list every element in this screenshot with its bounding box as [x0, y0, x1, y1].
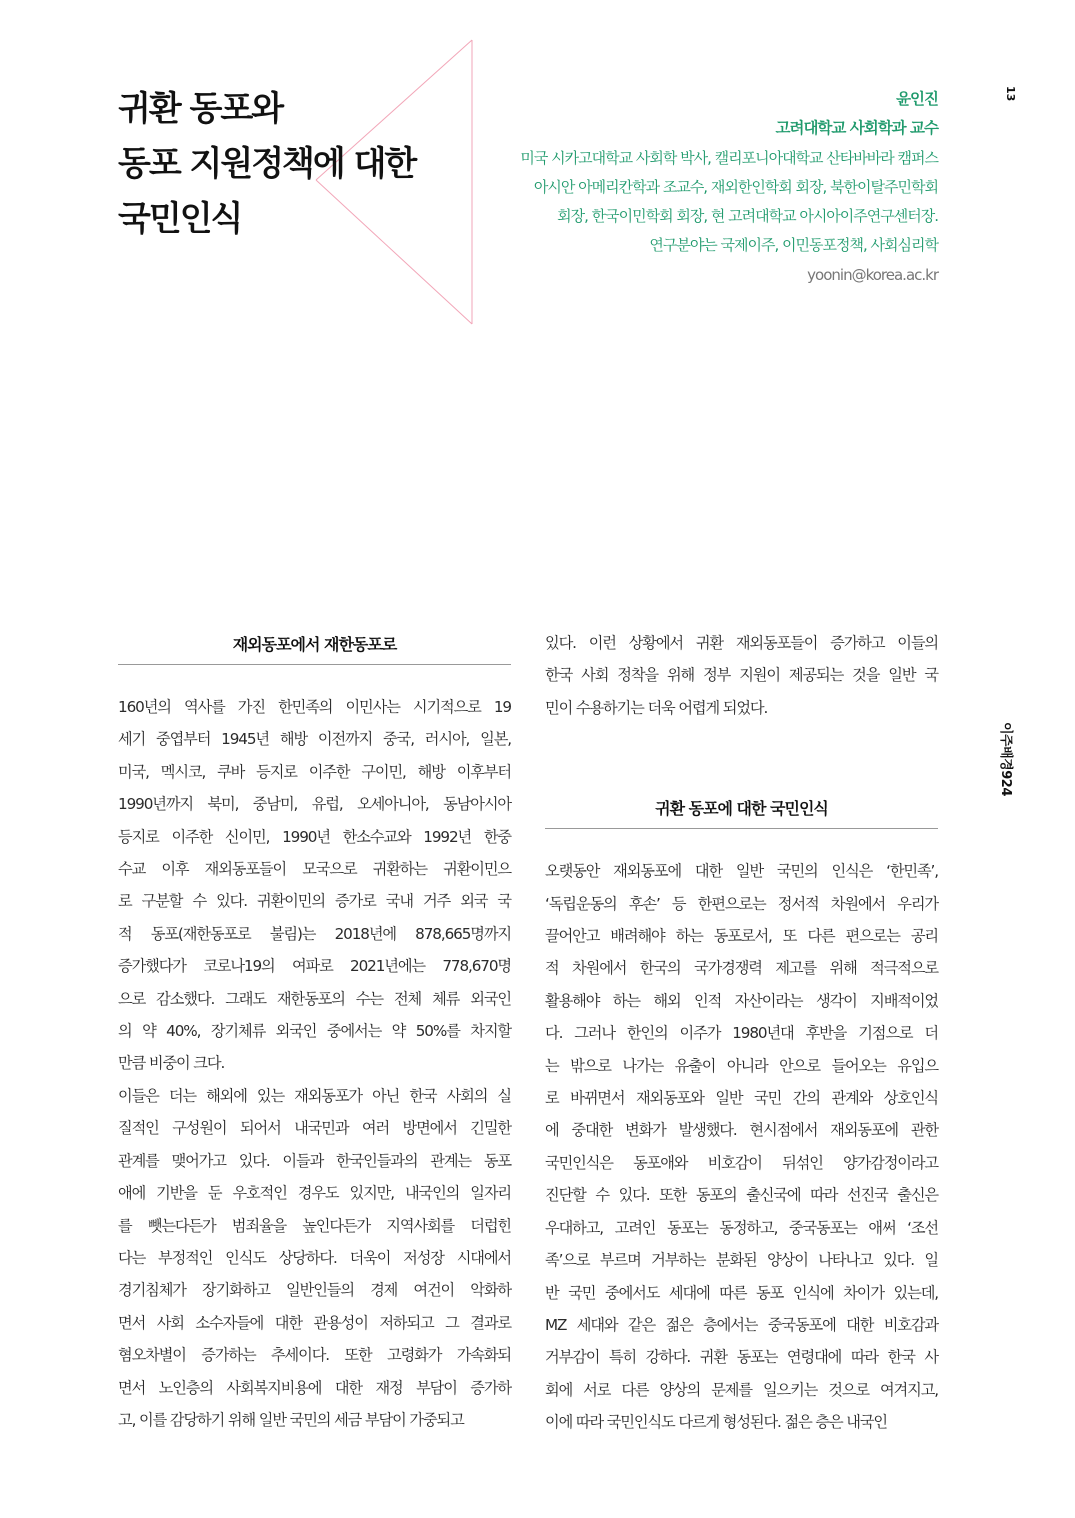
section-heading: 재외동포에서 재한동포로 [118, 632, 511, 665]
author-info [478, 85, 938, 290]
text-line: 적 동포(재한동포로 불림)는 2018년에 878,665명까지 [118, 924, 511, 943]
text-line: 미국, 멕시코, 쿠바 등지로 이주한 구이민, 해방 이후부터 [118, 762, 511, 781]
text-line: 거부감이 특히 강하다. 귀환 동포는 연령대에 따라 한국 사 [545, 1348, 938, 1367]
text-line: 활용해야 하는 해외 인적 자산이라는 생각이 지배적이었 [545, 991, 938, 1010]
page-number: 13 [1004, 86, 1017, 102]
text-line: 끌어안고 배려해야 하는 동포로서, 또 다른 편으로는 공리 [545, 927, 938, 946]
text-line: 160년의 역사를 가진 한민족의 이민사는 시기적으로 19 [118, 698, 511, 716]
text-line: 진단할 수 있다. 또한 동포의 출신국에 따라 선진국 출신은 [545, 1186, 938, 1205]
text-line: 고, 이를 감당하기 위해 일반 국민의 세금 부담이 가중되고 [118, 1410, 464, 1429]
text-line: 적 차원에서 한국의 국가경쟁력 제고를 위해 적극적으로 [545, 959, 938, 978]
text-line: ‘독립운동의 후손’ 등 한편으로는 정서적 차원에서 우리가 [545, 894, 938, 913]
author-name: 윤인진 [896, 90, 938, 108]
author-email: yoonin@korea.ac.kr [807, 265, 938, 284]
text-line: 질적인 구성원이 되어서 내국민과 여러 방면에서 긴밀한 [118, 1119, 511, 1138]
text-line: 회에 서로 다른 양상의 문제를 일으키는 것으로 여겨지고, [545, 1380, 938, 1399]
text-line: 만큼 비중이 크다. [118, 1054, 225, 1073]
text-line: 국민인식은 동포애와 비호감이 뒤섞인 양가감정이라고 [545, 1153, 938, 1172]
title-line: 귀환 동포와 [118, 89, 283, 129]
text-line: MZ 세대와 같은 젊은 층에서는 중국동포에 대한 비호감과 [545, 1315, 938, 1334]
text-line: 있다. 이런 상황에서 귀환 재외동포들이 증가하고 이들의 [545, 634, 938, 652]
text-line: 이들은 더는 해외에 있는 재외동포가 아닌 한국 사회의 실 [118, 1086, 511, 1105]
text-line: 로 바뀌면서 재외동포와 일반 국민 간의 관계와 상호인식 [545, 1089, 938, 1108]
text-line: 다. 그러나 한인의 이주가 1980년대 후반을 기점으로 더 [545, 1024, 938, 1043]
title-line: 동포 지원정책에 대한 [118, 144, 416, 184]
author-bio-line: 연구분야는 국제이주, 이민동포정책, 사회심리학 [649, 236, 938, 255]
text-line: 세기 중엽부터 1945년 해방 이전까지 중국, 러시아, 일본, [118, 730, 511, 749]
magazine-side-label: 이주배경924 [998, 722, 1013, 796]
text-line: 증가했다가 코로나19의 여파로 2021년에는 778,670명 [118, 957, 511, 976]
text-line: 등지로 이주한 신이민, 1990년 한소수교와 1992년 한중 [118, 827, 511, 846]
paragraph [118, 691, 511, 1080]
text-line: 으로 감소했다. 그래도 재한동포의 수는 전체 체류 외국인 [118, 989, 511, 1008]
text-line: 를 뺏는다든가 범죄율을 높인다든가 지역사회를 더럽힌 [118, 1216, 511, 1235]
title-line: 국민인식 [118, 199, 242, 239]
paragraph [118, 1080, 511, 1436]
text-line: 족’으로 부르며 거부하는 분화된 양상이 나타나고 있다. 일 [545, 1251, 938, 1270]
article-title [118, 82, 538, 247]
text-line: 로 구분할 수 있다. 귀환이민의 증가로 국내 거주 외국 국 [118, 892, 511, 911]
text-line: 반 국민 중에서도 세대에 따른 동포 인식에 차이가 있는데, [545, 1283, 938, 1302]
text-line: 경기침체가 장기화하고 일반인들의 경제 여건이 악화하 [118, 1281, 511, 1300]
text-line: 민이 수용하기는 더욱 어렵게 되었다. [545, 698, 768, 717]
text-line: 애에 기반을 둔 우호적인 경우도 있지만, 내국인의 일자리 [118, 1184, 511, 1203]
text-line: 다는 부정적인 인식도 상당하다. 더욱이 저성장 시대에서 [118, 1248, 511, 1267]
author-bio-line: 회장, 한국이민학회 회장, 현 고려대학교 아시아이주연구센터장. [557, 207, 938, 226]
text-line: 의 약 40%, 장기체류 외국인 중에서는 약 50%를 차지할 [118, 1022, 511, 1041]
right-column [545, 632, 938, 1439]
text-line: 우대하고, 고려인 동포는 동정하고, 중국동포는 애써 ‘조선 [545, 1218, 938, 1237]
author-role: 고려대학교 사회학과 교수 [775, 119, 938, 138]
text-line: 관계를 맺어가고 있다. 이들과 한국인들과의 관계는 동포 [118, 1151, 511, 1170]
text-line: 에 중대한 변화가 발생했다. 현시점에서 재외동포에 관한 [545, 1121, 938, 1140]
text-line: 면서 노인층의 사회복지비용에 대한 재정 부담이 증가하 [118, 1378, 511, 1397]
text-line: 오랫동안 재외동포에 대한 일반 국민의 인식은 ‘한민족’, [545, 862, 938, 881]
text-line: 1990년까지 북미, 중남미, 유럽, 오세아니아, 동남아시아 [118, 795, 511, 814]
text-line: 이에 따라 국민인식도 다르게 형성된다. 젊은 층은 내국인 [545, 1413, 887, 1432]
text-line: 는 밖으로 나가는 유출이 아니라 안으로 들어오는 유입으 [545, 1056, 938, 1075]
section-heading: 귀환 동포에 대한 국민인식 [545, 796, 938, 829]
text-line: 혐오차별이 증가하는 추세이다. 또한 고령화가 가속화되 [118, 1346, 511, 1365]
paragraph [545, 855, 938, 1438]
text-line: 한국 사회 정착을 위해 정부 지원이 제공되는 것을 일반 국 [545, 666, 938, 685]
author-bio-line: 미국 시카고대학교 사회학 박사, 캘리포니아대학교 산타바바라 캠퍼스 [520, 148, 938, 167]
left-column [118, 632, 511, 1436]
author-bio-line: 아시안 아메리칸학과 조교수, 재외한인학회 회장, 북한이탈주민학회 [533, 177, 938, 196]
paragraph [545, 627, 938, 724]
text-line: 수교 이후 재외동포들이 모국으로 귀환하는 귀환이민으 [118, 860, 511, 879]
text-line: 면서 사회 소수자들에 대한 관용성이 저하되고 그 결과로 [118, 1313, 511, 1332]
